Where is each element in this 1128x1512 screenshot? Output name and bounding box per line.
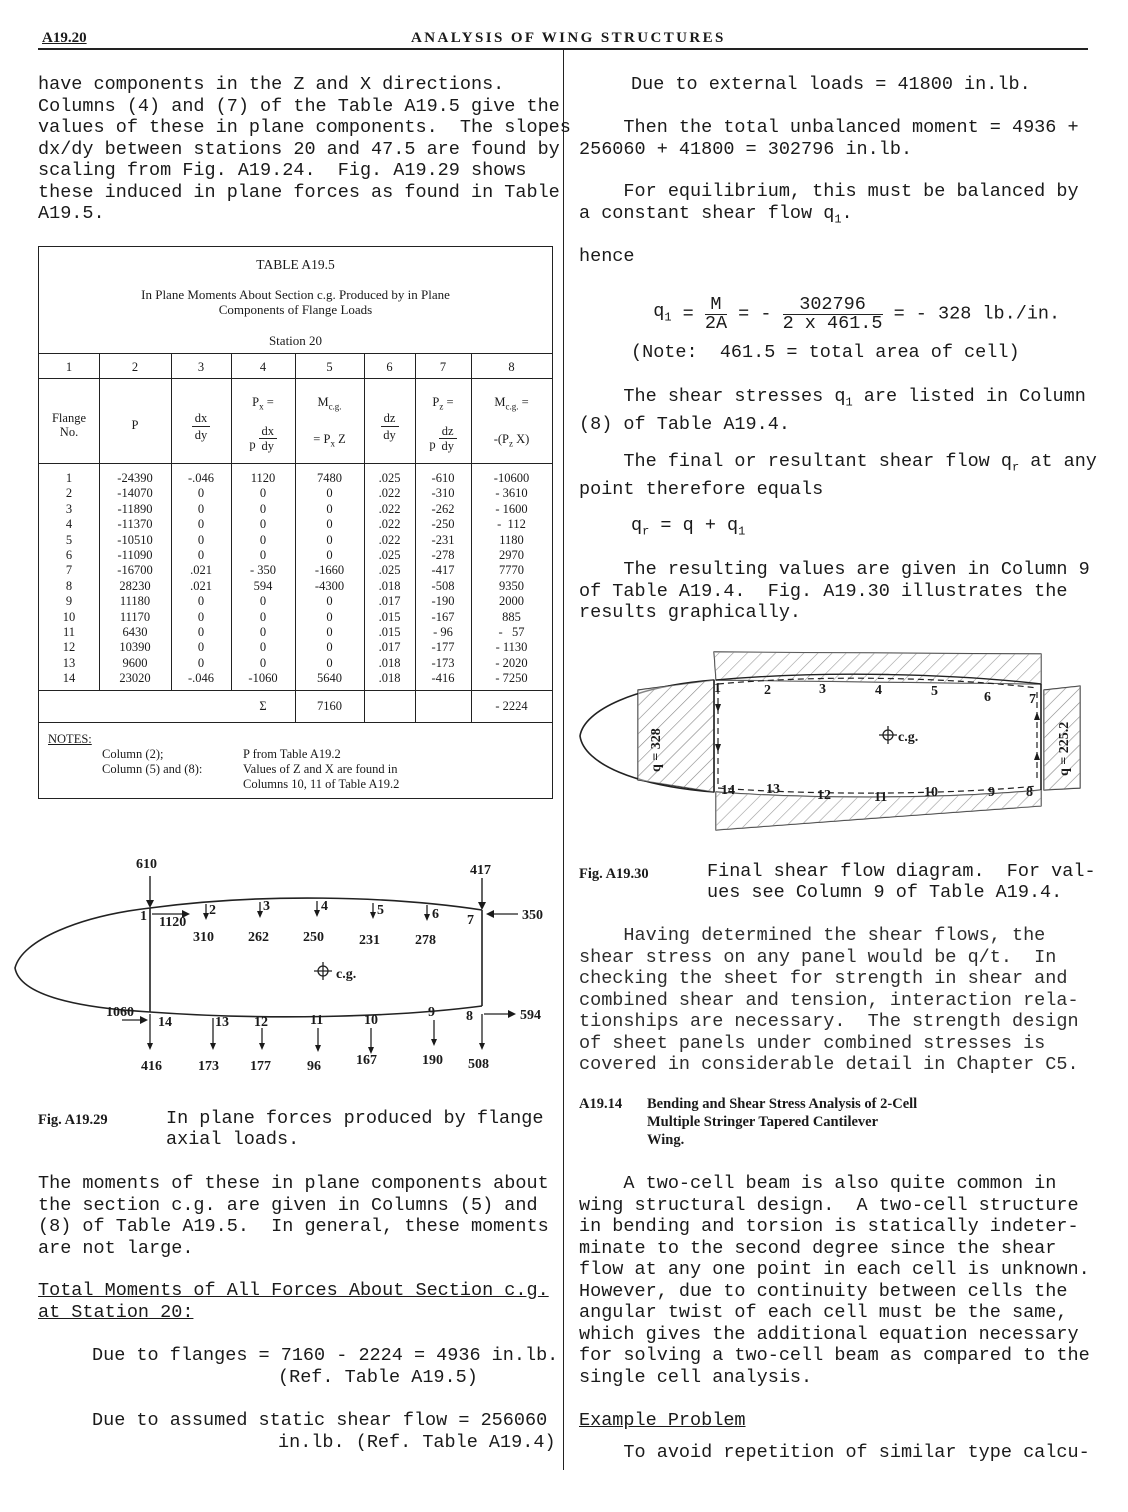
note-2-label: Column (5) and (8): (102, 762, 203, 776)
shear-stresses: The shear stresses $q_1$ are listed in Column (8) of Table A19.4. (579, 386, 1086, 436)
resultant-shear: The final or resultant shear flow $q_r$ at any point therefore equals (579, 451, 1097, 501)
resulting-values: The resulting values are given in Column 9 of Table A19.4. Fig. A19.30 illustrates the results graphically. (579, 559, 1090, 623)
eq-static-ref: in.lb. (Ref. Table A19.4) (278, 1432, 556, 1453)
cell-dz-dy: .017 (378, 640, 401, 655)
hdr-pz: $P_z$ = (432, 395, 454, 412)
cell-px: 0 (259, 625, 267, 639)
cell-mcg-pz: - 1600 (495, 501, 528, 516)
cell-mcg-pz: - 57 (498, 625, 525, 639)
cell-pz: -417 (431, 563, 455, 578)
cell-dx-dy: 0 (197, 548, 205, 562)
col-number: 4 (259, 360, 267, 374)
cell-mcg: 0 (326, 548, 333, 562)
cell-pz: -416 (431, 671, 455, 686)
cell-pz: -190 (431, 594, 455, 609)
col-number: 5 (326, 360, 333, 374)
flange-2: 2 (209, 903, 216, 918)
cell-p: 28230 (119, 578, 151, 593)
cell-mcg-pz: 885 (502, 609, 521, 624)
value-231: 231 (359, 933, 380, 948)
cell-mcg: 0 (326, 486, 333, 501)
flange-14: 14 (158, 1015, 172, 1030)
cell-dz-dy: .025 (378, 471, 401, 485)
cell-dx-dy: .021 (190, 563, 212, 578)
fig30-caption: Fig. A19.30 Final shear flow diagram. For val- ues see Column 9 of Table A19.4. (579, 861, 1096, 903)
value-173: 173 (198, 1059, 219, 1074)
cell-dz-dy: .025 (378, 563, 401, 578)
cell-px: 0 (259, 532, 267, 547)
cell-px: -1060 (248, 671, 278, 686)
eq-flanges-ref: (Ref. Table A19.5) (278, 1367, 478, 1388)
cell-mcg: 0 (326, 501, 333, 516)
cell-dz-dy: .018 (378, 655, 401, 670)
cell-dx-dy: 0 (197, 640, 205, 655)
cell-flange-no: 9 (65, 594, 73, 609)
cell-px: 0 (259, 655, 267, 670)
cell-mcg: 0 (326, 594, 333, 609)
force-1060: 1060 (106, 1005, 134, 1020)
sum-col-8: - 2224 (495, 699, 528, 713)
cell-px: - 350 (249, 563, 277, 578)
cell-dz-dy: .025 (378, 548, 401, 562)
cell-mcg: -4300 (314, 578, 345, 593)
cell-dz-dy: .022 (378, 486, 401, 501)
col-number: 1 (65, 360, 73, 374)
hdr-pxz: = $P_x$ Z (313, 432, 346, 449)
cell-dz-dy: .018 (378, 671, 401, 686)
flange-12: 12 (254, 1015, 268, 1030)
node-9: 9 (988, 785, 995, 800)
hdr-px-formula: p $\frac{dx}{dy}$ (231, 424, 295, 453)
value-167: 167 (356, 1053, 377, 1068)
cell-p: 11170 (119, 609, 151, 624)
cell-dx-dy: 0 (197, 532, 205, 547)
cell-mcg-pz: - 1130 (495, 640, 528, 655)
col-number: 6 (386, 360, 393, 374)
hdr-mcg-8: $M_{c.g.}$ = (494, 395, 529, 412)
flange-3: 3 (263, 899, 270, 914)
eq-static: Due to assumed static shear flow = 256060 (92, 1410, 548, 1431)
cell-flange-no: 14 (62, 671, 76, 686)
cell-mcg: -1660 (314, 563, 345, 578)
cell-dx-dy: 0 (197, 517, 205, 532)
cell-mcg-pz: 1180 (499, 532, 524, 547)
col-number: 8 (508, 360, 515, 374)
moments-paragraph: The moments of these in plane components about the section c.g. are given in Columns (5) and (8) of Table A19.5. In general, these moments are not large. (38, 1173, 549, 1259)
example-heading: Example Problem (579, 1410, 746, 1431)
cell-dz-dy: .022 (378, 501, 401, 516)
value-177: 177 (250, 1059, 271, 1074)
cell-p: -11370 (117, 517, 153, 532)
cell-mcg: 0 (326, 517, 333, 532)
eq-flanges: Due to flanges = 7160 - 2224 = 4936 in.lb. (92, 1345, 559, 1366)
sum-symbol: Σ (259, 699, 267, 713)
cell-mcg: 0 (326, 625, 333, 639)
cg-label: c.g. (336, 967, 357, 982)
cell-px: 0 (259, 548, 267, 562)
cell-pz: -173 (431, 655, 455, 670)
cell-pz: -310 (431, 486, 455, 501)
note-1-text: P from Table A19.2 (243, 747, 341, 761)
cell-p: 10390 (119, 640, 151, 655)
cell-px: 0 (259, 517, 267, 532)
cell-flange-no: 2 (65, 486, 73, 501)
running-title: ANALYSIS OF WING STRUCTURES (411, 30, 726, 46)
cell-mcg: 0 (326, 655, 333, 670)
cell-p: 23020 (119, 671, 151, 686)
cell-p: -16700 (117, 563, 153, 578)
flange-5: 5 (377, 903, 384, 918)
cell-flange-no: 1 (65, 471, 73, 485)
table-title: TABLE A19.5 (256, 257, 335, 272)
cell-dx-dy: 0 (197, 501, 205, 516)
cell-mcg-pz: - 3610 (495, 486, 528, 501)
node-3: 3 (819, 682, 826, 697)
unbalanced-moment: Then the total unbalanced moment = 4936 + 256060 + 41800 = 302796 in.lb. (579, 117, 1079, 160)
value-96: 96 (307, 1059, 321, 1074)
table-subtitle-2: Components of Flange Loads (218, 302, 373, 317)
shear-flow-equation: $q_1 = \frac{M}{2A}$ = - $\frac{302796}{2 x 461.5}$ = - 328 lb./in. (653, 294, 1061, 334)
note-1-label: Column (2); (102, 747, 164, 761)
cell-dz-dy: .015 (378, 625, 401, 639)
cell-px: 0 (259, 609, 267, 624)
figure-a19-30 (576, 640, 1086, 840)
cell-mcg-pz: - 7250 (495, 671, 528, 686)
cell-dx-dy: -.046 (187, 471, 215, 485)
value-508: 508 (468, 1057, 489, 1072)
figure-a19-29 (10, 848, 560, 1080)
q-right-label: q = 225.2 (1057, 721, 1072, 776)
equilibrium: For equilibrium, this must be balanced by a constant shear flow $q_1$. (579, 181, 1079, 227)
cell-dz-dy: .022 (378, 532, 401, 547)
cell-px: 0 (259, 486, 267, 501)
notes-label: NOTES: (48, 732, 92, 746)
cell-dx-dy: 0 (197, 655, 205, 670)
table-subtitle-1: In Plane Moments About Section c.g. Produced by in Plane (141, 287, 450, 302)
cell-dz-dy: .018 (378, 578, 401, 593)
col-number: 7 (439, 360, 447, 374)
cell-p: -24390 (117, 471, 153, 485)
value-416: 416 (141, 1059, 162, 1074)
hdr-flange: Flange No. (51, 411, 87, 439)
table-a19-5 (38, 246, 553, 799)
cell-flange-no: 4 (65, 517, 73, 532)
flange-11: 11 (310, 1013, 324, 1028)
cell-dx-dy: 0 (197, 594, 205, 609)
hence: hence (579, 246, 635, 267)
node-2: 2 (764, 683, 771, 698)
note-2-text: Values of Z and X are found in Columns 10, 11 of Table A19.2 (243, 762, 400, 791)
cell-pz: -250 (431, 517, 455, 532)
cell-flange-no: 11 (62, 625, 76, 639)
cell-pz: -278 (431, 548, 455, 562)
node-5: 5 (931, 684, 938, 699)
cell-mcg: 7480 (317, 471, 342, 485)
fig29-caption: Fig. A19.29 In plane forces produced by flange axial loads. (38, 1108, 544, 1150)
section-heading: Total Moments of All Forces About Section c.g. at Station 20: (38, 1280, 549, 1323)
cell-mcg-pz: 7770 (499, 563, 524, 578)
airfoil-outline (15, 898, 482, 1017)
cell-dx-dy: 0 (197, 625, 205, 639)
cell-pz: - 96 (433, 625, 453, 639)
force-350: 350 (522, 908, 543, 923)
external-loads: Due to external loads = 41800 in.lb. (631, 74, 1031, 95)
area-note: (Note: 461.5 = total area of cell) (631, 342, 1020, 363)
avoid-repetition: To avoid repetition of similar type calcu- (579, 1442, 1090, 1463)
value-262: 262 (248, 930, 269, 945)
resultant-equation: $q_r = q + q_1$ (631, 515, 746, 539)
cell-mcg: 5640 (317, 671, 342, 686)
node-8: 8 (1026, 785, 1033, 800)
sum-col-5: 7160 (317, 699, 342, 713)
value-250: 250 (303, 930, 324, 945)
node-7: 7 (1029, 692, 1036, 707)
cell-dz-dy: .017 (378, 594, 401, 609)
cell-mcg-pz: 2970 (499, 548, 524, 562)
cell-mcg-pz: - 2020 (495, 655, 528, 670)
hdr-pz-formula: p $\frac{dz}{dy}$ (415, 424, 471, 453)
value-278: 278 (415, 933, 436, 948)
col-number: 2 (131, 360, 139, 374)
cell-pz: -167 (431, 609, 455, 624)
cell-p: 11180 (119, 594, 151, 609)
cell-pz: -262 (431, 501, 455, 516)
rule (39, 722, 552, 723)
flange-6: 6 (432, 907, 439, 922)
cell-dz-dy: .022 (378, 517, 401, 532)
node-4: 4 (875, 683, 882, 698)
force-594: 594 (520, 1008, 541, 1023)
hdr-dxdy: dx dy (171, 411, 231, 442)
cell-flange-no: 3 (65, 501, 73, 516)
load-417: 417 (470, 863, 491, 878)
cell-flange-no: 10 (62, 609, 76, 624)
cell-px: 1120 (250, 471, 276, 485)
cell-pz: -610 (431, 471, 455, 485)
page-number: A19.20 (42, 30, 87, 46)
node-14: 14 (721, 783, 735, 798)
node-11: 11 (874, 790, 888, 805)
value-190: 190 (422, 1053, 443, 1068)
node-1: 1 (714, 681, 721, 696)
cell-px: 0 (259, 594, 267, 609)
cell-flange-no: 5 (65, 532, 73, 547)
hdr-px: $P_x$ = (252, 395, 274, 412)
q-left-label: q = 328 (649, 728, 664, 772)
hdr-mcg: $M_{c.g.}$ (317, 395, 342, 412)
cell-dx-dy: .021 (190, 578, 212, 593)
cell-dx-dy: 0 (197, 486, 205, 501)
col-number: 3 (197, 360, 205, 374)
cell-dx-dy: -.046 (187, 671, 215, 686)
node-10: 10 (924, 785, 938, 800)
hdr-dzdy: dz dy (364, 411, 415, 442)
cell-dx-dy: 0 (197, 609, 205, 624)
cell-pz: -508 (431, 578, 455, 593)
cell-px: 0 (259, 501, 267, 516)
cell-mcg: 0 (326, 609, 333, 624)
flange-8: 8 (466, 1009, 473, 1024)
cell-px: 0 (259, 640, 267, 655)
cell-flange-no: 12 (62, 640, 76, 655)
cell-px: 594 (253, 578, 273, 593)
cell-flange-no: 7 (65, 563, 73, 578)
cell-mcg-pz: 2000 (499, 594, 524, 609)
flange-10: 10 (364, 1013, 378, 1028)
cell-mcg-pz: - 112 (497, 517, 526, 532)
section-title: Bending and Shear Stress Analysis of 2-Cell Multiple Stringer Tapered Cantilever Wing. (647, 1096, 918, 1148)
value-310: 310 (193, 930, 214, 945)
page-header (38, 30, 1088, 50)
force-1120: 1120 (159, 915, 187, 930)
flange-7: 7 (467, 913, 474, 928)
intro-paragraph: have components in the Z and X directions. Columns (4) and (7) of the Table A19.5 give the values of these in plane components. The slopes dx/dy between stations 20 and 47.5 are found by scaling from Fig. A19.24. Fig. A19.29 shows these induced in plane forces as found in Table A19.5. (38, 74, 571, 224)
cell-flange-no: 8 (65, 578, 73, 593)
load-610: 610 (136, 857, 157, 872)
cell-p: -11890 (117, 501, 153, 516)
table-station: Station 20 (268, 333, 323, 348)
node-13: 13 (766, 782, 780, 797)
cg-label-30: c.g. (898, 730, 919, 745)
node-6: 6 (984, 690, 991, 705)
shear-stress-paragraph: Having determined the shear flows, the shear stress on any panel would be q/t. In checking the sheet for strength in shear and combined shear and tension, interaction rela- tionships are necessary. The strength design of sheet panels under combined stresses is covered in considerable detail in Chapter C5. (579, 925, 1079, 1075)
cell-p: -11090 (117, 548, 153, 562)
flange-1: 1 (140, 909, 147, 924)
hdr-p: P (131, 418, 139, 432)
cell-mcg-pz: 9350 (499, 578, 524, 593)
node-12: 12 (817, 788, 831, 803)
cell-pz: -231 (431, 532, 455, 547)
section-number: A19.14 (579, 1096, 623, 1112)
flange-4: 4 (321, 899, 328, 914)
cell-mcg: 0 (326, 640, 333, 655)
cell-mcg: 0 (326, 532, 333, 547)
cell-p: -14070 (117, 486, 153, 501)
cell-mcg-pz: -10600 (493, 471, 530, 485)
cell-p: -10510 (117, 532, 153, 547)
hdr-pzx: $-(P_z$ X) (493, 432, 530, 449)
cell-pz: -177 (431, 640, 455, 655)
flange-13: 13 (215, 1015, 229, 1030)
two-cell-paragraph: A two-cell beam is also quite common in wing structural design. A two-cell structure in bending and torsion is statically indeter- minate to the second degree since the shear flow at any one point in each cell is unknown. However, due to continuity between cells the angular twist of each cell must be the same, which gives the additional equation necessary for solving a two-cell beam as compared to the single cell analysis. (579, 1173, 1090, 1388)
column-divider (563, 50, 564, 1470)
cell-p: 9600 (122, 655, 148, 670)
cell-dz-dy: .015 (378, 609, 401, 624)
cell-flange-no: 13 (62, 655, 76, 670)
flange-9: 9 (428, 1005, 435, 1020)
cell-p: 6430 (122, 625, 148, 639)
cell-flange-no: 6 (65, 548, 73, 562)
